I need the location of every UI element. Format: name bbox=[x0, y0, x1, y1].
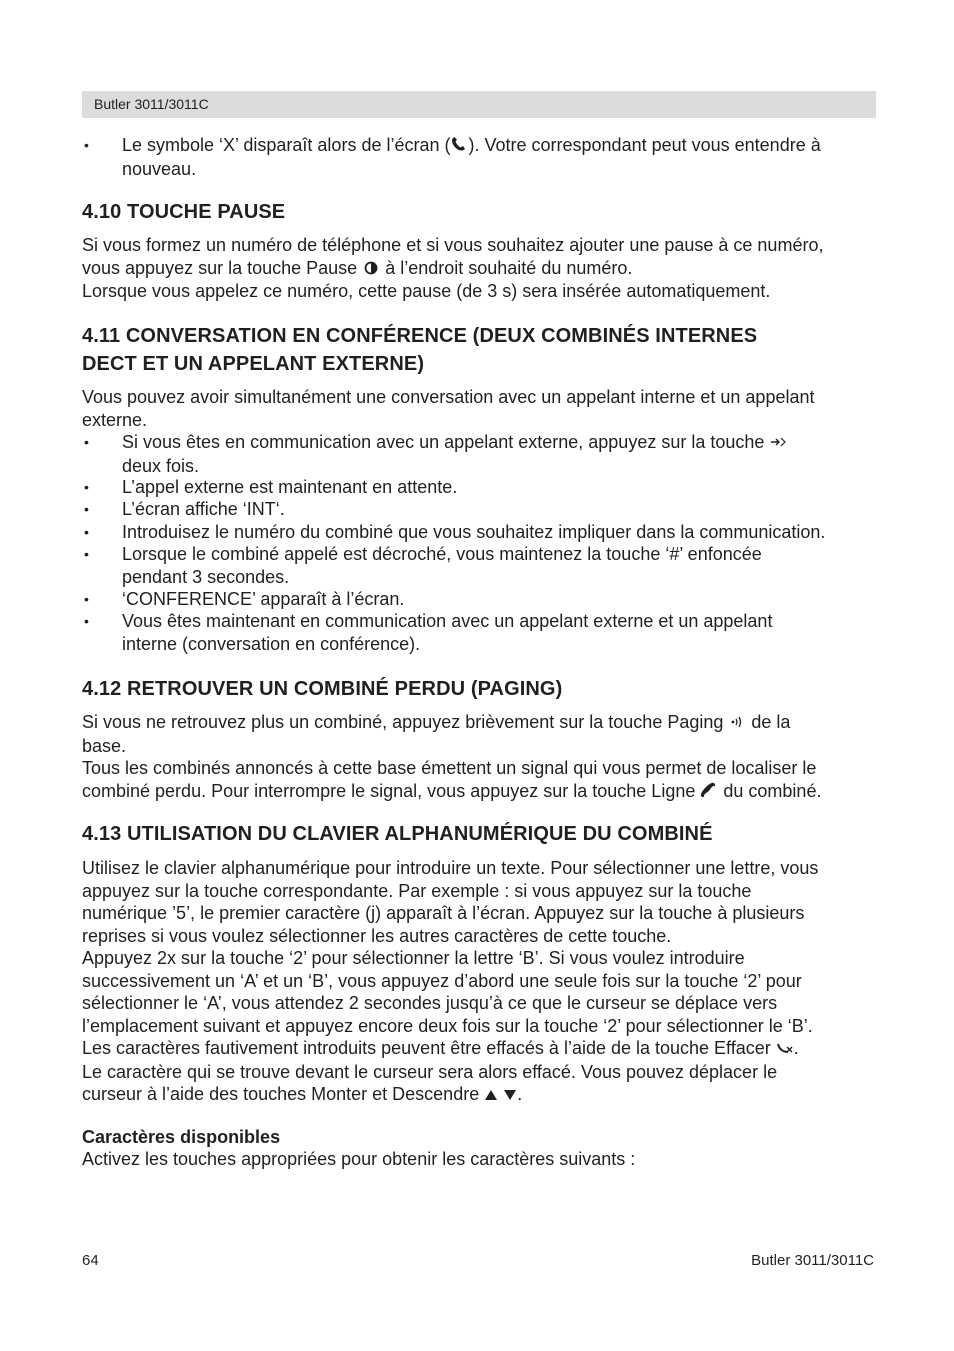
paragraph: Utilisez le clavier alphanumérique pour introduire un texte. Pour sélectionner une lettre, vous appuyez sur la touche correspondante. Par exemple : si vous appuyez sur la touche numérique ’5’, le premier caractère (j) apparaît à l’écran. Appuyez sur la touche à plusieurs reprises si vous voulez sélectionner les autres caractères de cette touche. Appuyez 2x sur la touche ‘2’ pour sélectionner la lettre ‘B’. Si vous voulez introduire successivement un ‘A’ et un ‘B’, vous appuyez d’abord une seule fois sur la touche ‘2’ pour sélectionner le ‘A’, vous attendez 2 secondes jusqu’à ce que le curseur se déplace vers l’emplacement suivant et appuyez encore deux fois sur la touche ‘2’ pour sélectionner le ‘B’. Les caractères fautivement introduits peuvent être effacés à l’aide de la touche Effacer . Le caractère qui se trouve devant le curseur sera alors effacé. Vous pouvez déplacer le curseur à l’aide des touches Monter et Descendre . bbox=[82, 857, 882, 1107]
paragraph: Vous pouvez avoir simultanément une conversation avec un appelant interne et un appelant externe. bbox=[82, 387, 815, 430]
section-title-4-13: 4.13 UTILISATION DU CLAVIER ALPHANUMÉRIQUE DU COMBINÉ bbox=[82, 823, 713, 845]
down-arrow-icon bbox=[503, 1084, 517, 1107]
paragraph: Si vous formez un numéro de téléphone et si vous souhaitez ajouter une pause à ce numéro, vous appuyez sur la touche Pause à l’endroit souhaité du numéro. Lorsque vous appelez ce numéro, cette pause (de 3 s) sera insérée automatiquement. bbox=[82, 235, 824, 301]
intercom-icon bbox=[769, 432, 787, 455]
section-title-4-11: 4.11 CONVERSATION EN CONFÉRENCE (DEUX COMBINÉS INTERNES DECT ET UN APPELANT EXTERNE) bbox=[82, 325, 758, 375]
erase-icon bbox=[776, 1038, 794, 1061]
up-arrow-icon bbox=[484, 1084, 498, 1107]
footer-title: Butler 3011/3011C bbox=[751, 1252, 874, 1269]
section-title-4-10: 4.10 TOUCHE PAUSE bbox=[82, 201, 286, 223]
page-number: 64 bbox=[82, 1252, 99, 1269]
header-title: Butler 3011/3011C bbox=[94, 96, 209, 112]
paragraph: Activez les touches appropriées pour obtenir les caractères suivants : bbox=[82, 1149, 636, 1169]
paragraph: Si vous ne retrouvez plus un combiné, appuyez brièvement sur la touche Paging de la base. Tous les combinés annoncés à cette base émettent un signal qui vous permet de localiser le combiné perdu. Pour interrompre le signal, vous appuyez sur la touche Ligne du combiné. bbox=[82, 711, 882, 803]
paging-icon bbox=[728, 712, 746, 735]
header-bar bbox=[82, 91, 876, 118]
section-title-4-12: 4.12 RETROUVER UN COMBINÉ PERDU (PAGING) bbox=[82, 678, 563, 700]
handset-icon bbox=[450, 135, 468, 158]
line-handset-icon bbox=[700, 781, 718, 804]
pause-icon bbox=[362, 258, 380, 281]
subheading: Caractères disponibles bbox=[82, 1127, 281, 1147]
